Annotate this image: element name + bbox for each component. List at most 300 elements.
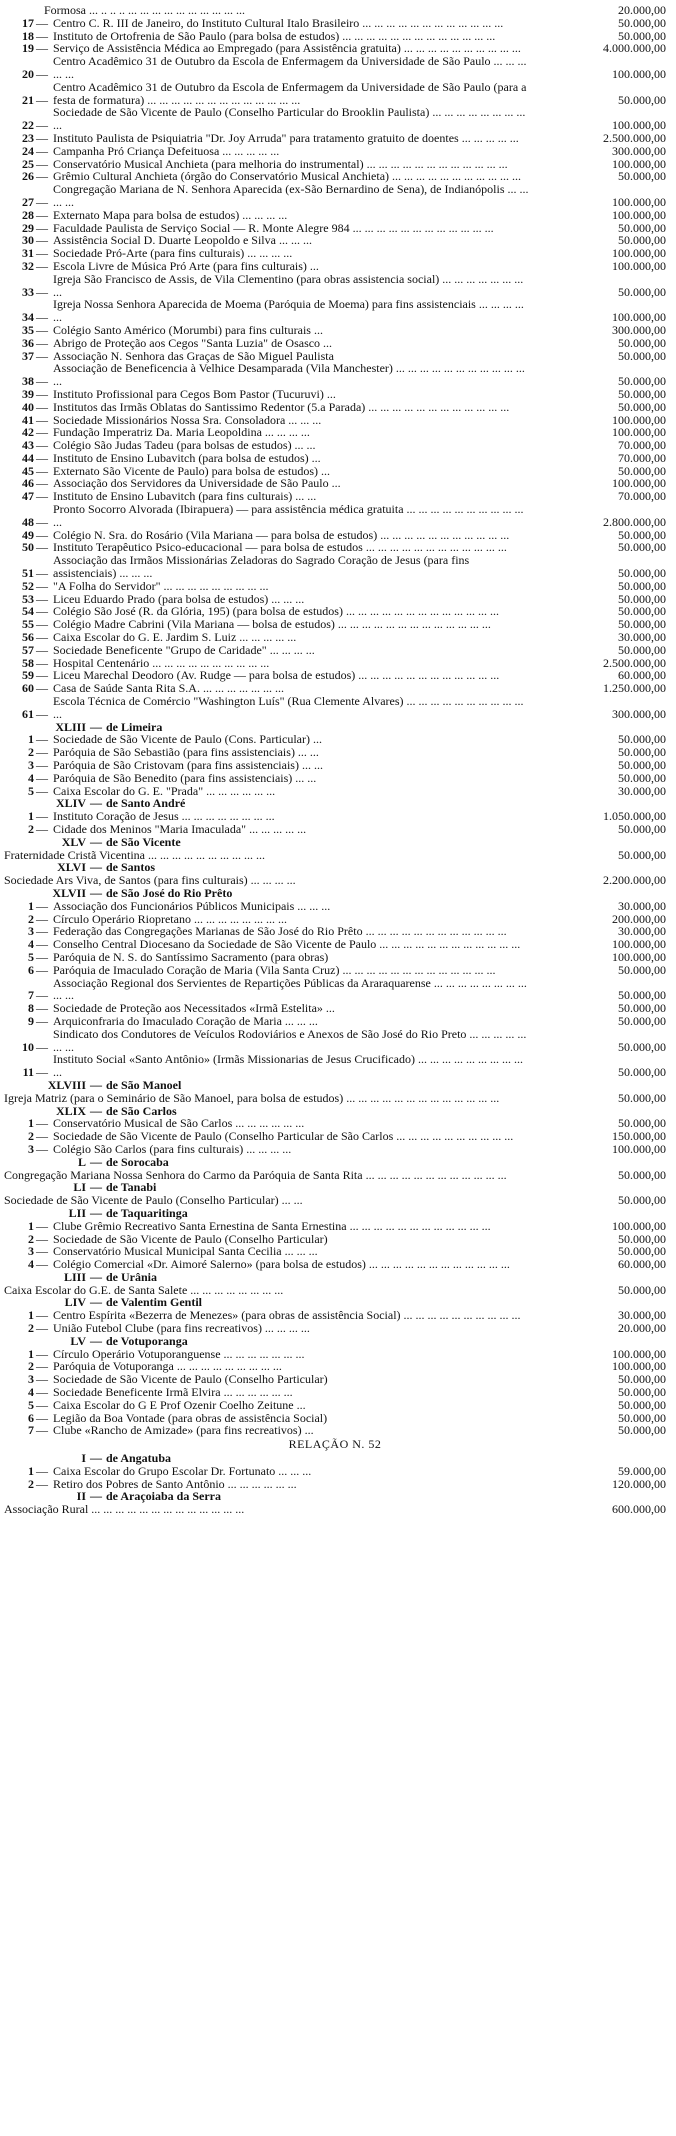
section-dash: — [90, 1154, 102, 1169]
entry-amount: 50.000,00 [618, 962, 666, 977]
entry-number: 2 [28, 745, 34, 760]
entry-dash: — [36, 898, 48, 913]
entry-dash: — [36, 399, 48, 414]
entry-number: 40 [22, 399, 34, 414]
entry-text: Serviço de Assistência Médica ao Empregado (para Assistência gratuita) ... ... ... ... ... ... ... ... ... ... [53, 41, 521, 56]
entry-text: Instituto de Ensino Lubavitch (para fins culturais) ... ... [53, 489, 317, 504]
entry-number: 6 [28, 1410, 34, 1425]
section-number: XLIV [55, 796, 86, 811]
entry-number: 53 [22, 591, 34, 606]
entry-text: Colégio Madre Cabrini (Vila Mariana — bolsa de estudos) ... ... ... ... ... ... ... ... ... ... ... ... ... [53, 617, 491, 632]
section-number: L [77, 1154, 86, 1169]
entry-dash: — [36, 578, 48, 593]
entry-amount: 50.000,00 [618, 822, 666, 836]
entry-amount: 50.000,00 [618, 1282, 666, 1297]
entry-amount: 50.000,00 [618, 15, 666, 30]
entry-number: 1 [28, 1463, 34, 1478]
entry-number: 39 [22, 386, 34, 401]
entry-dash: — [36, 1039, 48, 1054]
entry-text: Instituto Coração de Jesus ... ... ... ... ... ... ... ... [53, 809, 275, 824]
entry-amount: 50.000,00 [618, 1167, 666, 1182]
entry-dash: — [36, 1372, 48, 1387]
section-heading [4, 1271, 666, 1284]
entry-amount: 150.000,00 [612, 1129, 666, 1144]
section-city: de Santo André [106, 796, 186, 811]
entry-dash: — [36, 514, 48, 529]
section-dash: — [90, 719, 102, 734]
entry-dash: — [36, 246, 48, 261]
section-number: XLVIII [47, 1077, 86, 1092]
entry-amount: 50.000,00 [618, 233, 666, 248]
entry-number: 46 [22, 476, 34, 491]
section-dash: — [90, 1103, 102, 1118]
entry-text: Fraternidade Cristã Vicentina ... ... ... ... ... ... ... ... ... ... [4, 847, 266, 862]
entry-dash: — [36, 758, 48, 773]
entry-dash: — [36, 770, 48, 785]
list-entry [4, 1503, 666, 1516]
entry-number: 17 [22, 15, 34, 30]
entry-dash: — [36, 118, 48, 133]
entry-text: Círculo Operário Votuporanguense ... ... ... ... ... ... ... [53, 1346, 305, 1361]
entry-amount: 50.000,00 [618, 1397, 666, 1412]
section-number: LII [68, 1205, 86, 1220]
section-dash: — [90, 1077, 102, 1092]
entry-dash: — [36, 322, 48, 337]
entry-amount: 2.500.000,00 [603, 655, 666, 670]
entry-dash: — [36, 1257, 48, 1272]
entry-text: Caixa Escolar do G E Prof Ozenir Coelho Zeitune ... [53, 1397, 306, 1412]
list-entry [4, 388, 666, 401]
entry-text: Fundação Imperatriz Da. Maria Leopoldina ... ... ... ... [53, 425, 310, 440]
entry-number: 61 [22, 706, 34, 721]
entry-number: 47 [22, 489, 34, 504]
entry-text: Sociedade Beneficente Irmã Elvira ... ... ... ... ... ... [53, 1385, 293, 1400]
section-dash: — [90, 1180, 102, 1195]
entry-dash: — [36, 233, 48, 248]
entry-number: 42 [22, 425, 34, 440]
entry-amount: 50.000,00 [618, 1013, 666, 1028]
entry-text: Igreja São Francisco de Assis, de Vila Clementino (para obras assistencia social) ... ... ... ... ... ... ... ... [53, 271, 524, 299]
section-city: de São Vicente [106, 834, 181, 849]
section-dash: — [90, 1269, 102, 1284]
section-number: XLV [61, 834, 86, 849]
list-entry [4, 260, 666, 273]
list-entry [4, 362, 666, 388]
entry-text: Paróquia de São Sebastião (para fins assistenciais) ... ... [53, 745, 319, 760]
entry-amount: 100.000,00 [612, 425, 666, 440]
entry-amount: 50.000,00 [618, 28, 666, 43]
entry-dash: — [36, 1231, 48, 1246]
entry-dash: — [36, 1244, 48, 1259]
entry-amount: 59.000,00 [618, 1463, 666, 1478]
entry-amount: 50.000,00 [618, 92, 666, 107]
entry-text: Grêmio Cultural Anchieta (órgão do Conservatório Musical Anchieta) ... ... ... ... ... ... ... ... ... ... ... [53, 169, 522, 184]
section-city: de São Manoel [106, 1077, 182, 1092]
entry-amount: 50.000,00 [618, 566, 666, 581]
entry-number: 57 [22, 642, 34, 657]
entry-number: 19 [22, 41, 34, 56]
entry-dash: — [36, 1346, 48, 1361]
entry-text: Campanha Pró Criança Defeituosa ... ... ... ... ... [53, 143, 280, 158]
section-dash: — [90, 1333, 102, 1348]
entry-text: Associação dos Servidores da Universidade de São Paulo ... [53, 476, 341, 491]
entry-text: Paróquia de N. S. do Santíssimo Sacramento (para obras) [53, 949, 329, 964]
entry-number: 35 [22, 322, 34, 337]
entry-amount: 50.000,00 [618, 386, 666, 401]
list-entry [4, 273, 666, 299]
entry-text: Paróquia de Votuporanga ... ... ... ... ... ... ... ... ... [53, 1359, 282, 1374]
entry-amount: 100.000,00 [612, 937, 666, 952]
entry-amount: 100.000,00 [612, 949, 666, 964]
section-city: de Angatuba [106, 1451, 172, 1466]
entry-number: 6 [28, 962, 34, 977]
entry-amount: 30.000,00 [618, 924, 666, 939]
entry-number: 37 [22, 348, 34, 363]
section-heading [4, 1335, 666, 1348]
entry-dash: — [36, 450, 48, 465]
entry-dash: — [36, 745, 48, 760]
list-entry [4, 951, 666, 964]
entry-amount: 50.000,00 [618, 745, 666, 760]
section-heading [4, 1207, 666, 1220]
entry-dash: — [36, 1476, 48, 1491]
entry-amount: 200.000,00 [612, 911, 666, 926]
entry-text: Instituto Paulista de Psiquiatria "Dr. Joy Arruda" para tratamento gratuito de doentes ... ... ... ... ... [53, 130, 519, 145]
entry-text: Congregação Mariana de N. Senhora Aparecida (ex-São Bernardino de Sena), de Indianópolis ... ... ... ... [53, 182, 529, 209]
list-entry [4, 695, 666, 721]
entry-text: Sociedade Missionários Nossa Sra. Consoladora ... ... ... [53, 412, 322, 427]
entry-amount: 30.000,00 [618, 898, 666, 913]
entry-dash: — [36, 1116, 48, 1131]
entry-dash: — [36, 591, 48, 606]
section-dash: — [90, 860, 102, 875]
entry-number: 36 [22, 335, 34, 350]
entry-amount: 120.000,00 [612, 1476, 666, 1491]
entry-text: Federação das Congregações Marianas de São José do Rio Prêto ... ... ... ... ... ... ... ... ... ... ... ... [53, 924, 507, 939]
list-entry [4, 1092, 666, 1105]
entry-number: 44 [22, 450, 34, 465]
entry-dash: — [36, 1359, 48, 1374]
entry-dash: — [36, 783, 48, 798]
entry-number: 30 [22, 233, 34, 248]
section-city: de Limeira [106, 719, 163, 734]
list-entry [4, 1258, 666, 1271]
entry-text: Círculo Operário Riopretano ... ... ... ... ... ... ... ... [53, 911, 287, 926]
section-heading [4, 887, 666, 900]
list-entry [4, 977, 666, 1003]
entry-amount: 70.000,00 [618, 489, 666, 504]
section-number: LV [70, 1333, 86, 1348]
entry-amount: 50.000,00 [618, 335, 666, 350]
entry-dash: — [36, 143, 48, 158]
entry-number: 1 [28, 732, 34, 747]
entry-text: Sociedade de São Vicente de Paulo (Conselho Particular) ... ... [4, 1193, 303, 1208]
entry-number: 3 [28, 1141, 34, 1156]
entry-amount: 50.000,00 [618, 988, 666, 1003]
entry-number: 51 [22, 566, 34, 581]
entry-number: 4 [28, 937, 34, 952]
entry-text: Conservatório Musical Municipal Santa Cecilia ... ... ... [53, 1244, 318, 1259]
entry-dash: — [36, 630, 48, 645]
section-city: de Urânia [106, 1269, 157, 1284]
entry-text: Caixa Escolar do Grupo Escolar Dr. Fortunato ... ... ... [53, 1463, 312, 1478]
entry-amount: 50.000,00 [618, 1116, 666, 1131]
entry-amount: 50.000,00 [618, 374, 666, 389]
list-entry [4, 81, 666, 107]
entry-dash: — [36, 732, 48, 747]
list-entry [4, 1028, 666, 1054]
entry-number: 29 [22, 220, 34, 235]
entry-amount: 50.000,00 [618, 1039, 666, 1054]
list-entry [4, 1130, 666, 1143]
entry-dash: — [36, 1385, 48, 1400]
entry-dash: — [36, 92, 48, 107]
entry-number: 4 [28, 770, 34, 785]
entry-amount: 50.000,00 [618, 604, 666, 619]
entry-amount: 50.000,00 [618, 399, 666, 414]
entry-text: Pronto Socorro Alvorada (Ibirapuera) — para assistência médica gratuita ... ... ... ... ... ... ... ... ... ... ... [53, 502, 524, 529]
entry-dash: — [36, 681, 48, 696]
entry-text: Sociedade de São Vicente de Paulo (Cons. Particular) ... [53, 732, 322, 747]
entry-dash: — [36, 335, 48, 350]
entry-amount: 50.000,00 [618, 463, 666, 478]
list-entry [4, 503, 666, 529]
entry-text: Sociedade de São Vicente de Paulo (Conselho Particular do Brooklin Paulista) ... ... ... ... ... ... ... ... ... [53, 105, 526, 133]
entry-number: 28 [22, 207, 34, 222]
entry-dash: — [36, 706, 48, 721]
list-entry [4, 337, 666, 350]
entry-number: 22 [22, 118, 34, 133]
entry-text: Igreja Nossa Senhora Aparecida de Moema (Paróquia de Moema) para fins assistenciais ... ... ... ... ... [53, 297, 524, 325]
entry-number: 26 [22, 169, 34, 184]
list-entry [4, 580, 666, 593]
section-city: de Santos [106, 860, 156, 875]
entry-amount: 50.000,00 [618, 578, 666, 593]
entry-text: Centro Acadêmico 31 de Outubro da Escola de Enfermagem da Universidade de São Paulo (para a festa de formatura) ... ... ... ... ... ... ... ... ... ... ... ... ... [53, 79, 527, 107]
list-entry [4, 554, 666, 580]
entry-dash: — [36, 527, 48, 542]
entry-amount: 50.000,00 [618, 540, 666, 555]
list-entry [4, 1386, 666, 1399]
entry-amount: 70.000,00 [618, 450, 666, 465]
entry-number: 3 [28, 758, 34, 773]
entry-amount: 100.000,00 [612, 118, 666, 133]
entry-number: 2 [28, 911, 34, 926]
section-dash: — [90, 1295, 102, 1310]
entry-number: 41 [22, 412, 34, 427]
entry-text: Associação N. Senhora das Graças de São Miguel Paulista [53, 348, 334, 363]
entry-amount: 50.000,00 [618, 732, 666, 747]
list-entry [4, 401, 666, 414]
entry-amount: 2.500.000,00 [603, 130, 666, 145]
entry-dash: — [36, 617, 48, 632]
entry-number: 11 [22, 1065, 34, 1080]
entry-text: Caixa Escolar do G. E. "Prada" ... ... ... ... ... ... [53, 783, 276, 798]
section-heading [4, 1156, 666, 1169]
entry-amount: 20.000,00 [618, 1321, 666, 1336]
entry-text: Colégio Comercial «Dr. Aimoré Salerno» (para bolsa de estudos) ... ... ... ... ... ... ... ... ... ... ... ... [53, 1257, 510, 1272]
entry-amount: 50.000,00 [618, 220, 666, 235]
entry-number: 4 [28, 1385, 34, 1400]
entry-number: 20 [22, 66, 34, 81]
entry-amount: 100.000,00 [612, 476, 666, 491]
entry-number: 59 [22, 668, 34, 683]
entry-text: Sociedade Pró-Arte (para fins culturais) ... ... ... ... [53, 246, 293, 261]
entry-text: Liceu Marechal Deodoro (Av. Rudge — para bolsa de estudos) ... ... ... ... ... ... ... ... ... ... ... ... [53, 668, 500, 683]
section-dash: — [90, 1205, 102, 1220]
section-city: de São Carlos [106, 1103, 177, 1118]
entry-text: Escola Técnica de Comércio "Washington Luís" (Rua Clemente Alvares) ... ... ... ... ... ... ... ... ... ... ... [53, 694, 524, 721]
entry-number: 55 [22, 617, 34, 632]
entry-amount: 50.000,00 [618, 770, 666, 785]
entry-amount: 50.000,00 [618, 1410, 666, 1425]
entry-amount: 60.000,00 [618, 668, 666, 683]
list-entry [4, 1015, 666, 1028]
entry-number: 4 [28, 1257, 34, 1272]
entry-number: 1 [28, 1116, 34, 1131]
entry-amount: 100.000,00 [612, 246, 666, 261]
entry-text: Conservatório Musical Anchieta (para melhoria do instrumental) ... ... ... ... ... ... ... ... ... ... ... ... [53, 156, 508, 171]
list-entry [4, 439, 666, 452]
entry-dash: — [36, 476, 48, 491]
entry-amount: 70.000,00 [618, 438, 666, 453]
entry-amount: 50.000,00 [618, 284, 666, 299]
entry-dash: — [36, 962, 48, 977]
list-entry [4, 631, 666, 644]
entry-text: Clube «Rancho de Amizade» (para fins recreativos) ... [53, 1423, 314, 1438]
section-number: LIII [63, 1269, 86, 1284]
entry-dash: — [36, 949, 48, 964]
entry-amount: 100.000,00 [612, 1359, 666, 1374]
entry-number: 5 [28, 1397, 34, 1412]
entry-dash: — [36, 924, 48, 939]
entry-text: Liceu Eduardo Prado (para bolsa de estudos) ... ... ... [53, 591, 305, 606]
entry-number: 49 [22, 527, 34, 542]
entry-number: 1 [28, 898, 34, 913]
entry-dash: — [36, 194, 48, 209]
entry-dash: — [36, 642, 48, 657]
section-number: LIV [64, 1295, 86, 1310]
entry-amount: 50.000,00 [618, 527, 666, 542]
entry-number: 18 [22, 28, 34, 43]
entry-dash: — [36, 1308, 48, 1323]
entry-number: 45 [22, 463, 34, 478]
entry-dash: — [36, 463, 48, 478]
entry-number: 1 [28, 1308, 34, 1323]
entry-dash: — [36, 348, 48, 363]
entry-text: Colégio N. Sra. do Rosário (Vila Mariana — para bolsa de estudos) ... ... ... ... ... ... ... ... ... ... ... [53, 527, 510, 542]
entry-amount: 30.000,00 [618, 630, 666, 645]
entry-amount: 1.050.000,00 [603, 809, 666, 824]
list-entry [4, 298, 666, 324]
entry-amount: 100.000,00 [612, 194, 666, 209]
section-number: XLIII [55, 719, 86, 734]
entry-dash: — [36, 668, 48, 683]
entry-amount: 30.000,00 [618, 1308, 666, 1323]
entry-text: Externato São Vicente de Paulo) para bolsa de estudos) ... [53, 463, 330, 478]
entry-dash: — [36, 1321, 48, 1336]
entry-text: Centro Acadêmico 31 de Outubro da Escola de Enfermagem da Universidade de São Paulo ... ... ... ... ... [53, 54, 527, 81]
entry-number: 7 [28, 1423, 34, 1438]
entry-number: 34 [22, 310, 34, 325]
entry-amount: 100.000,00 [612, 66, 666, 81]
list-entry [4, 55, 666, 81]
entry-number: 23 [22, 130, 34, 145]
entry-text: Cidade dos Meninos "Maria Imaculada" ... ... ... ... ... [53, 822, 307, 836]
section-city: de Tanabi [106, 1180, 157, 1195]
entry-amount: 60.000,00 [618, 1257, 666, 1272]
entry-dash: — [36, 489, 48, 504]
section-city: de Votuporanga [106, 1333, 188, 1348]
entry-number: 2 [28, 1359, 34, 1374]
entry-text: Faculdade Paulista de Serviço Social — R. Monte Alegre 984 ... ... ... ... ... ... ... ... ... ... ... ... [53, 220, 494, 235]
entry-text: Sociedade de Proteção aos Necessitados «Irmã Estelita» ... [53, 1001, 335, 1016]
entry-dash: — [36, 220, 48, 235]
entry-amount: 50.000,00 [618, 1065, 666, 1080]
entry-amount: 100.000,00 [612, 1218, 666, 1233]
entry-amount: 50.000,00 [618, 348, 666, 363]
list-entry [4, 1143, 666, 1156]
entry-amount: 50.000,00 [618, 169, 666, 184]
entry-number: 48 [22, 514, 34, 529]
entry-text: "A Folha do Servidor" ... ... ... ... ... ... ... ... ... [53, 578, 269, 593]
entry-text: Associação Regional dos Servientes de Repartições Públicas da Araraquarense ... ... ... ... ... ... ... ... ... ... [53, 975, 527, 1003]
entry-dash: — [36, 169, 48, 184]
entry-text: Conservatório Musical de São Carlos ... ... ... ... ... ... [53, 1116, 305, 1131]
section-number: II [76, 1489, 86, 1504]
entry-dash: — [36, 604, 48, 619]
entry-amount: 50.000,00 [618, 642, 666, 657]
entry-dash: — [36, 438, 48, 453]
entry-dash: — [36, 1397, 48, 1412]
entry-text: Associação de Beneficencia à Velhice Desamparada (Vila Manchester) ... ... ... ... ... ... ... ... ... ... ... ... [53, 361, 525, 389]
entry-number: 31 [22, 246, 34, 261]
entry-text: Centro Espírita «Bezerra de Menezes» (para obras de assistência Social) ... ... ... ... ... ... ... ... ... ... [53, 1308, 521, 1323]
entry-number: 60 [22, 681, 34, 696]
entry-number: 50 [22, 540, 34, 555]
section-dash: — [90, 834, 102, 849]
section-city: de Taquaritinga [106, 1205, 188, 1220]
entry-text: Sociedade de São Vicente de Paulo (Conselho Particular de São Carlos ... ... ... ... ... ... ... ... ... ... [53, 1129, 514, 1144]
entry-dash: — [36, 41, 48, 56]
entry-dash: — [36, 156, 48, 171]
entry-number: 32 [22, 258, 34, 273]
entry-dash: — [36, 1129, 48, 1144]
entry-text: União Futebol Clube (para fins recreativos) ... ... ... ... [53, 1321, 310, 1336]
entry-dash: — [36, 1065, 48, 1080]
list-entry [4, 132, 666, 145]
entry-amount: 50.000,00 [618, 758, 666, 773]
entry-amount: 50.000,00 [618, 1385, 666, 1400]
entry-text: Sociedade Beneficente "Grupo de Caridade" ... ... ... ... [53, 642, 315, 657]
entry-dash: — [36, 284, 48, 299]
list-entry [4, 823, 666, 836]
entry-text: Centro C. R. III de Janeiro, do Instituto Cultural Italo Brasileiro ... ... ... ... ... ... ... ... ... ... ... ... [53, 15, 504, 30]
relation-heading: RELAÇÃO N. 52 [288, 1437, 382, 1452]
entry-text: Arquiconfraria do Imaculado Coração de Maria ... ... ... [53, 1013, 318, 1028]
entry-dash: — [36, 566, 48, 581]
list-entry [4, 17, 666, 30]
entry-amount: 2.200.000,00 [603, 873, 666, 888]
entry-text: Sociedade de São Vicente de Paulo (Conselho Particular) [53, 1372, 328, 1387]
entry-text: Sociedade de São Vicente de Paulo (Conselho Particular) [53, 1231, 328, 1246]
entry-text: Associação das Irmãos Missionárias Zeladoras do Sagrado Coração de Jesus (para fins assistenciais) ... ... ... [53, 553, 470, 581]
section-dash: — [90, 885, 102, 900]
entry-number: 9 [28, 1013, 34, 1028]
entry-text: Instituto Social «Santo Antônio» (Irmãs Missionarias de Jesus Crucificado) ... ... ... ... ... ... ... ... ... ... [53, 1052, 523, 1080]
entry-amount: 50.000,00 [618, 1001, 666, 1016]
entry-dash: — [36, 937, 48, 952]
